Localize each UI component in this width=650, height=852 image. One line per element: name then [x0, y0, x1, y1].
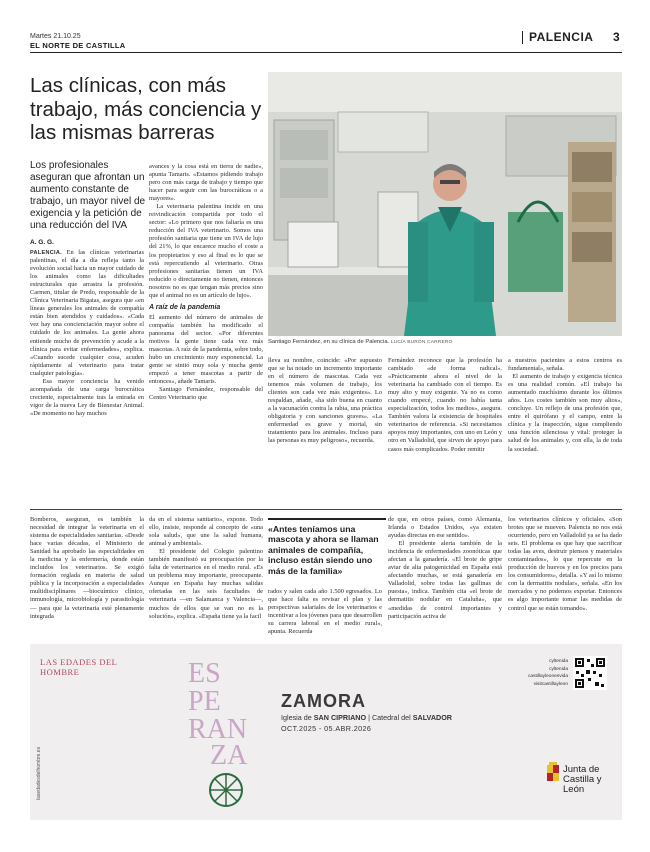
- dateline: PALENCIA.: [30, 250, 62, 256]
- svg-text:ES: ES: [188, 658, 221, 689]
- ad-venue-1: SAN CIPRIANO: [313, 713, 367, 722]
- page-number: 3: [613, 30, 620, 44]
- ad-esperanza-art: [186, 652, 268, 812]
- body-column-3: [268, 357, 382, 499]
- svg-text:RAN: RAN: [188, 714, 248, 745]
- caption-text: Santiago Fernández, en su clínica de Palencia.: [268, 339, 390, 345]
- ad-venue-prefix: Iglesia de: [281, 713, 314, 722]
- body-column-4: [388, 357, 502, 499]
- article-photo: [268, 72, 622, 336]
- body-column-1: [30, 249, 144, 499]
- ad-social-instagram[interactable]: cyltenida: [549, 659, 568, 664]
- section-name: PALENCIA: [522, 31, 593, 44]
- coat-of-arms-icon: [546, 762, 560, 784]
- article-dek: Los profesionales aseguran que afrontan un aumento constante de trabajo, un mayor nivel de exigencia y la petición de una reducción del IVA: [30, 160, 146, 231]
- b-col2-text: da en el sistema sanitario», expone. Todo ello, insiste, responde al concepto de «una sola salud», que une la salud humana, animal y ambiental».: [149, 516, 263, 548]
- ad-social-web[interactable]: visitcastillayleon: [533, 681, 568, 687]
- col1-text: En las clínicas veterinarias palentinas, el día a día refleja tanto la evolución social hacia un mayor cuidado de los animales como las dificultades estructurales que arrastra la profesión. Carmen, titular de Predo, responsable de la Clínica Veterinaria Bigatas, asegura que «en líneas generales los animales de compañía están bien atendidos y cuidados». «Cada vez hay una concienciación mayor sobre el cuidado de los animales. La gente ahora entiende mucho de prevención y acude a la clínica para evitar enfermedades», explica. «Cuando sucede cualquier cosa, acuden rápidamente al veterinario para tratar cualquier patología».: [30, 249, 144, 377]
- body-column-2: [149, 163, 263, 499]
- section-divider: [30, 509, 622, 510]
- col2c-text: El aumento del número de animales de compañía también ha modificado el panorama del sector. «Por diferentes motivos la gente tiene cada vez más mascotas. A raíz de la pandemia, sobre todo, hubo un crecimiento muy exponencial. La gente se sintió muy sola y mucha gente empezó a tener mascotas a partir de entonces», añade Tamaris.: [149, 313, 263, 386]
- b-col1-text: Bomberos, aseguran, es también la necesidad de integrar la veterinaria en el sistema de especialidades sanitarias. «Desde hace varias décadas, el Ministerio de Sanidad ha aprobado las especialidades en la medicina y la enfermería, donde están incluidos los veterinarios. Se exigió formación reglada en materia de salud pública y la incorporación a especialidades multidisciplinares —biocuímico clínico, inmunología, microbiología y parasitología— para que la veterinaria esté plenamente integrada: [30, 516, 144, 620]
- bottom-column-4: [388, 516, 502, 636]
- b-col5-text: los veterinarios clínicos y oficiales. «Son brotes que se mueven. Palencia no nos está ocurriendo, pero en Valladolid ya se ha dado seis. El problema es que hay que sacrificar todas las aves, destruir piensos y materiales contaminados», lo que repercute en la producción de huevos y en los precios para los consumidores», detalla. «Y así lo mismo con la dermatitis nodular», señala. «En los mercados y no podemos exportar. Entonces es algo importante tomar las medidas de control que se están tomando».: [508, 516, 622, 612]
- ad-venue-sep: | Catedral del: [366, 713, 413, 722]
- col2-text: avances y la cosa está en tierra de nadie», apunta Tamaris. «Estamos pidiendo trabajo pero con más carga de trabajo y tiempo que hacer para seguir con las burocráticas o a mayores».: [149, 163, 263, 203]
- ad-social-facebook[interactable]: castillayleonesvida: [528, 674, 568, 679]
- bottom-column-1: [30, 516, 144, 636]
- article-headline: Las clínicas, con más trabajo, más conciencia y las mismas barreras: [30, 74, 262, 144]
- ad-social-x[interactable]: cyltenida: [549, 666, 568, 672]
- subhead: A raíz de la pandemia: [149, 303, 221, 311]
- header-rule: [30, 52, 622, 53]
- byline: A. G. G.: [30, 239, 54, 246]
- col5b-text: El aumento de trabajo y exigencia técnica es una realidad común. «El trabajo ha aumentado muchísimo durante los últimos años. Los costes también son muy altos», concluye. Un reflejo de una profesión que, entre el quirófano y el campo, entre la clínica y la inspección, sigue cumpliendo una función silenciosa y vital: proteger la salud de los animales y, con ella, la de toda la sociedad.: [508, 373, 622, 453]
- ad-website: lasedadesdelhombre.es: [36, 746, 42, 800]
- ad-venues: [281, 713, 452, 722]
- pull-quote: «Antes teníamos una mascota y ahora se llaman animales de compañía, incluso están siendo uno más de la familia»: [268, 518, 386, 576]
- header-date: Martes 21.10.25: [30, 33, 81, 40]
- bottom-column-2: [149, 516, 263, 636]
- ad-social-list: [506, 658, 568, 688]
- b-col4-text: de que, en otros países, como Alemania, Irlanda o Estados Unidos, «ya existen ayudas directas en ese sentido».: [388, 516, 502, 540]
- col1b-text: Esa mayor conciencia ha venido acompañada de una carga burocrática creciente, especialmente tras la entrada en vigor de la nueva Ley de Bienestar Animal. «De momento no hay muchos: [30, 377, 144, 417]
- photo-caption: [268, 339, 622, 345]
- col3-text: lleva su nombre, coincide: «Por supuesto que se ha notado un incremento importante en el número de mascotas. Cada vez tenemos más volumen de trabajo, los clientes son cada vez más exigentes». Lo respaldan, añade, «ha sido buena en cuanto a la vacunación contra la rabia, una práctica obligatoria y con sanciones graves». «La enfermedad es grave y mortal, sin tratamiento para los animales. Incluso para las personas es muy peligroso», recuerda.: [268, 357, 382, 445]
- caption-credit: LUCÍA BURÓN CARRERO: [390, 340, 453, 345]
- b-col2b-text: El presidente del Colegio palentino también manifestó su preocupación por la falta de veterinarios en el medio rural. «Es un problema muy importante, preocupante. Aunque en España hay muchas salidas ofertadas en las seis facultades de veterinaria —en Salamanca y Valencia—, muchos de ellos que se van no es la solución», explica. «España tiene ya la facil: [149, 548, 263, 620]
- newspaper-name: EL NORTE DE CASTILLA: [30, 41, 126, 50]
- ad-logo-edades: LAS EDADES DEL HOMBRE: [40, 657, 118, 677]
- b-col3-text: rados y salen cada año 1.500 egresados. Lo que hace falta es revisar el plan y las perspectivas salariales de los veterinarios e incentivar a los jóvenes para que desarrollen su carrera laboral en el medio rural», apunta. Recuerda: [268, 588, 382, 636]
- bottom-column-3: [268, 588, 382, 636]
- ad-dates: OCT.2025 - 05.ABR.2026: [281, 724, 372, 733]
- qr-code-icon[interactable]: [573, 656, 607, 690]
- col5-text: a nuestros pacientes a estos centros es fundamental», señala.: [508, 357, 622, 373]
- ad-venue-2: SALVADOR: [412, 713, 452, 722]
- ad-brand: Junta de Castilla y León: [563, 764, 602, 795]
- bottom-column-5: [508, 516, 622, 636]
- svg-text:ZA: ZA: [210, 740, 248, 771]
- b-col4b-text: El presidente alerta también de la incidencia de enfermedades zoonóticas que afectan a la ganadería. «El brote de gripe aviar de alta patogenicidad en España está afectando muchas, se está ganadería en Valladolid, sobre todas las gallinas de puesta», indica. También cita «el brote de dermatitis nodular en Cataluña», que «medidas de control importantes y participación activa de: [388, 540, 502, 620]
- col4-text: Fernández reconoce que la profesión ha cambiado «de forma radical». «Prácticamente ahora el nivel de la veterinaria ha cambiado con el tiempo. Es muy alto y muy exigente. Ya no es como cuando empecé, cuando no había tanta especialización, todos los medios», asegura. También valora la existencia de hospitales veterinarios de referencia. «Si necesitamos apoyos muy importantes, con uno en León y otro en Valladolid, que sirven de apoyo para casos más complicados. Poder remitir: [388, 357, 502, 453]
- col2b-text: La veterinaria palentina incide en una reivindicación compartida por todo el sector: «Lo primero que nos faltaría es una reducción del IVA veterinario. Somos una profesión sanitaria que tiene un IVA de lujo del 21%, lo que encarece mucho el coste a los propietarios y eso al final es lo que se está repercutiendo al veterinario. Otras profesiones sanitarias tienen un IVA reducido o directamente no tienen, entonces nosotros no es que tengan más precios sino que el animal no es un artículo de lujo».: [149, 203, 263, 299]
- col2d-text: Santiago Fernández, responsable del Centro Veterinario que: [149, 386, 263, 402]
- body-column-5: [508, 357, 622, 499]
- ad-city: ZAMORA: [281, 691, 366, 711]
- svg-text:PE: PE: [188, 686, 221, 717]
